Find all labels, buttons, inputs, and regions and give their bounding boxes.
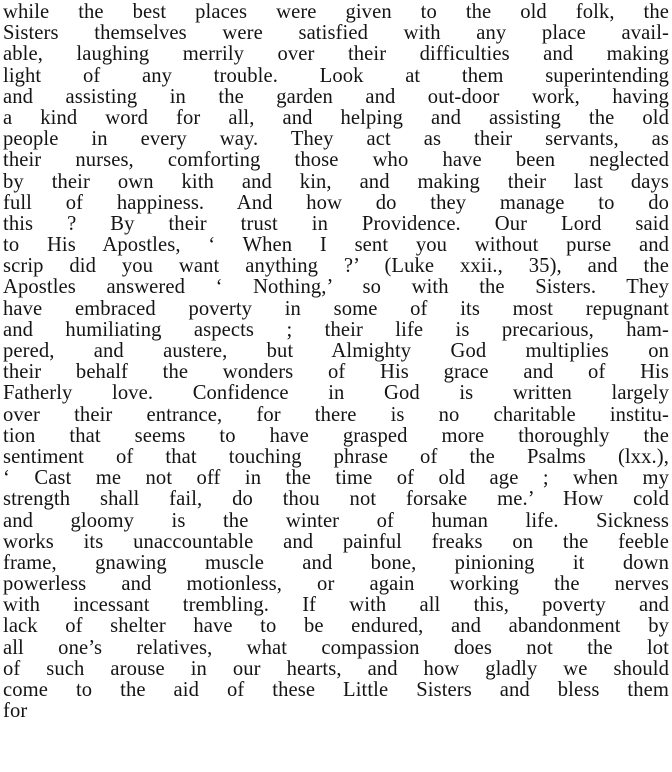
text-line-21: tion that seems to have grasped more thoroughly the (3, 424, 669, 447)
text-line-17: pered, and austere, but Almighty God multiplies on (3, 340, 669, 362)
text-line-18: their behalf the wonders of His grace and of His (3, 361, 669, 384)
text-line-9: by their own kith and kin, and making their last days (3, 170, 669, 193)
text-line-12: to His Apostles, ‘ When I sent you without purse and (3, 234, 669, 257)
newspaper-column (3, 2, 669, 770)
text-line-15: have embraced poverty in some of its most repugnant (3, 297, 669, 320)
text-line-14: Apostles answered ‘ Nothing,’ so with the Sisters. They (3, 276, 669, 299)
text-line-13: scrip did you want anything ?’ (Luke xxii., 35), and the (3, 255, 669, 278)
text-line-4: light of any trouble. Look at them superintending (3, 64, 669, 87)
text-line-34: for (3, 700, 28, 723)
text-line-25: and gloomy is the winter of human life. Sickness (3, 509, 669, 532)
text-line-27: frame, gnawing muscle and bone, pinioning it down (3, 551, 669, 574)
text-line-31: all one’s relatives, what compassion does not the lot (3, 636, 669, 659)
text-line-20: over their entrance, for there is no charitable institu- (3, 403, 669, 426)
text-line-24: strength shall fail, do thou not forsake me.’ How cold (3, 488, 669, 511)
text-line-5: and assisting in the garden and out-door work, having (3, 85, 669, 108)
text-line-22: sentiment of that touching phrase of the Psalms (lxx.), (3, 445, 669, 468)
text-line-16: and humiliating aspects ; their life is precarious, ham- (3, 318, 669, 341)
text-line-23: ‘ Cast me not off in the time of old age ; when my (3, 467, 669, 490)
text-line-1: while the best places were given to the old folk, the (3, 1, 669, 23)
text-line-6: a kind word for all, and helping and assisting the old (3, 106, 669, 129)
text-line-29: with incessant trembling. If with all this, poverty and (3, 594, 669, 617)
text-line-26: works its unaccountable and painful freaks on the feeble (3, 530, 669, 553)
text-line-10: full of happiness. And how do they manage to do (3, 191, 669, 214)
text-line-7: people in every way. They act as their servants, as (3, 128, 669, 151)
text-line-2: Sisters themselves were satisfied with any place avail- (3, 22, 669, 45)
text-line-28: powerless and motionless, or again working the nerves (3, 573, 669, 596)
text-line-32: of such arouse in our hearts, and how gladly we should (3, 657, 669, 680)
text-line-19: Fatherly love. Confidence in God is written largely (3, 382, 669, 405)
text-line-30: lack of shelter have to be endured, and abandonment by (3, 615, 669, 638)
text-line-8: their nurses, comforting those who have been neglected (3, 149, 669, 172)
text-line-11: this ? By their trust in Providence. Our Lord said (3, 212, 669, 235)
text-line-3: able, laughing merrily over their difficulties and making (3, 43, 669, 66)
text-line-33: come to the aid of these Little Sisters and bless them (3, 679, 669, 701)
